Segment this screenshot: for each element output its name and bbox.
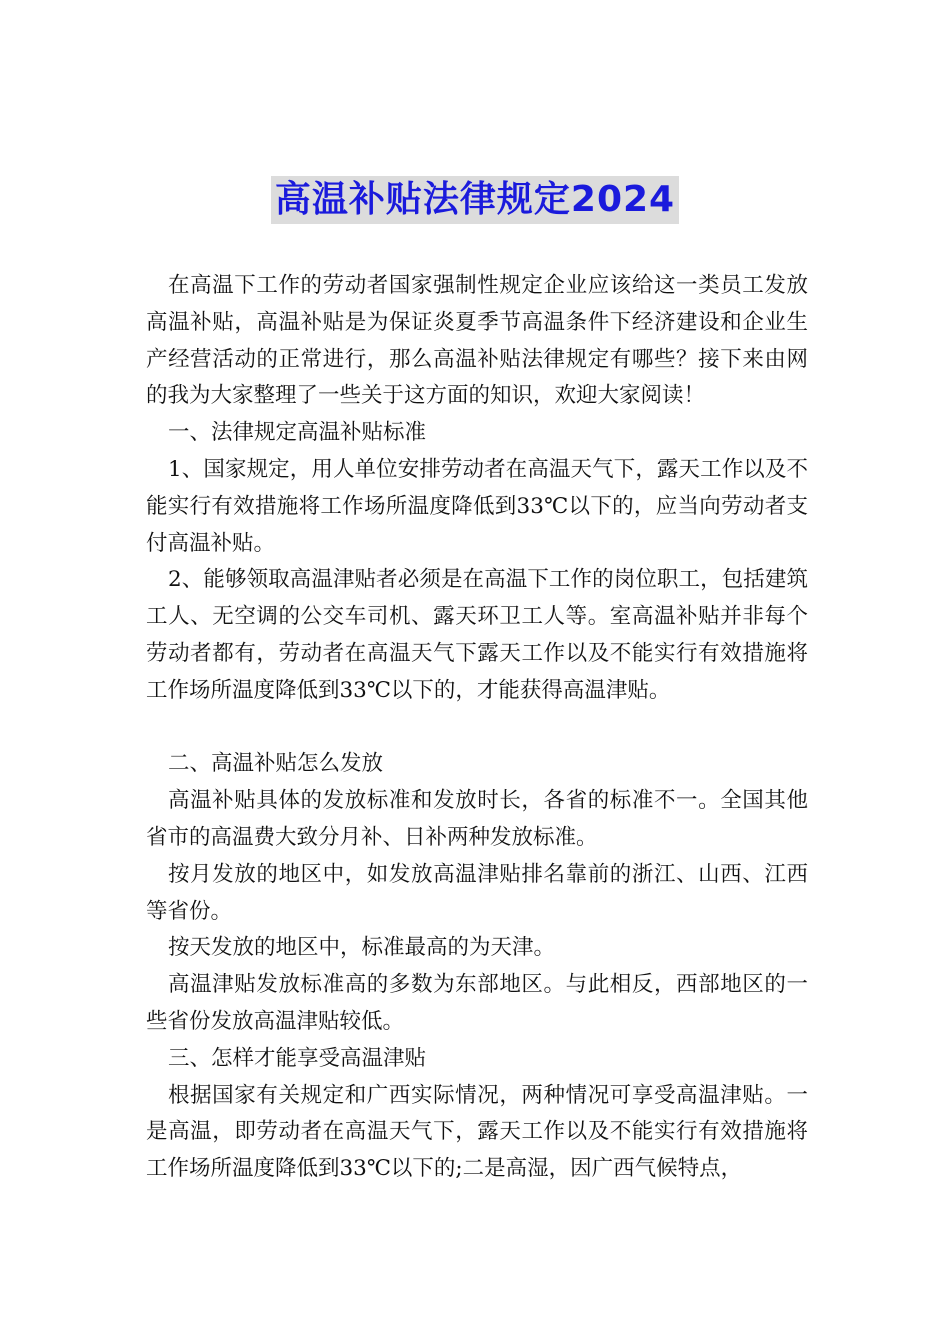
paragraph-3-1: 根据国家有关规定和广西实际情况，两种情况可享受高温津贴。一是高温，即劳动者在高温天气下，露天工作以及不能实行有效措施将工作场所温度降低到33℃以下的;二是高湿，因广西气候特点，: [146, 1082, 808, 1182]
blank-line: [146, 710, 808, 747]
intro-paragraph: 在高温下工作的劳动者国家强制性规定企业应该给这一类员工发放高温补贴，高温补贴是为保证炎夏季节高温条件下经济建设和企业生产经营活动的正常进行，那么高温补贴法律规定有哪些？接下来由网的我为大家整理了一些关于这方面的知识，欢迎大家阅读！: [146, 273, 808, 409]
paragraph-2-3: 按天发放的地区中，标准最高的为天津。: [168, 935, 556, 961]
section-heading-1: 一、法律规定高温补贴标准: [168, 420, 427, 446]
paragraph-1-1: 1、国家规定，用人单位安排劳动者在高温天气下，露天工作以及不能实行有效措施将工作场所温度降低到33℃以下的，应当向劳动者支付高温补贴。: [146, 456, 808, 556]
paragraph-2-2: 按月发放的地区中，如发放高温津贴排名靠前的浙江、山西、江西等省份。: [146, 861, 808, 924]
paragraph-2-1: 高温补贴具体的发放标准和发放时长，各省的标准不一。全国其他省市的高温费大致分月补、日补两种发放标准。: [146, 788, 808, 850]
paragraph-1-2: 2、能够领取高温津贴者必须是在高温下工作的岗位职工，包括建筑工人、无空调的公交车司机、露天环卫工人等。室高温补贴并非每个劳动者都有，劳动者在高温天气下露天工作以及不能实行有效措施将工作场所温度降低到33℃以下的，才能获得高温津贴。: [146, 567, 808, 703]
document-title: 高温补贴法律规定2024: [271, 176, 679, 224]
title-container: [0, 176, 950, 224]
section-heading-3: 三、怎样才能享受高温津贴: [168, 1045, 427, 1071]
document-body: [146, 268, 808, 1188]
paragraph-2-4: 高温津贴发放标准高的多数为东部地区。与此相反，西部地区的一些省份发放高温津贴较低。: [146, 972, 808, 1034]
section-heading-2: 二、高温补贴怎么发放: [168, 751, 384, 777]
